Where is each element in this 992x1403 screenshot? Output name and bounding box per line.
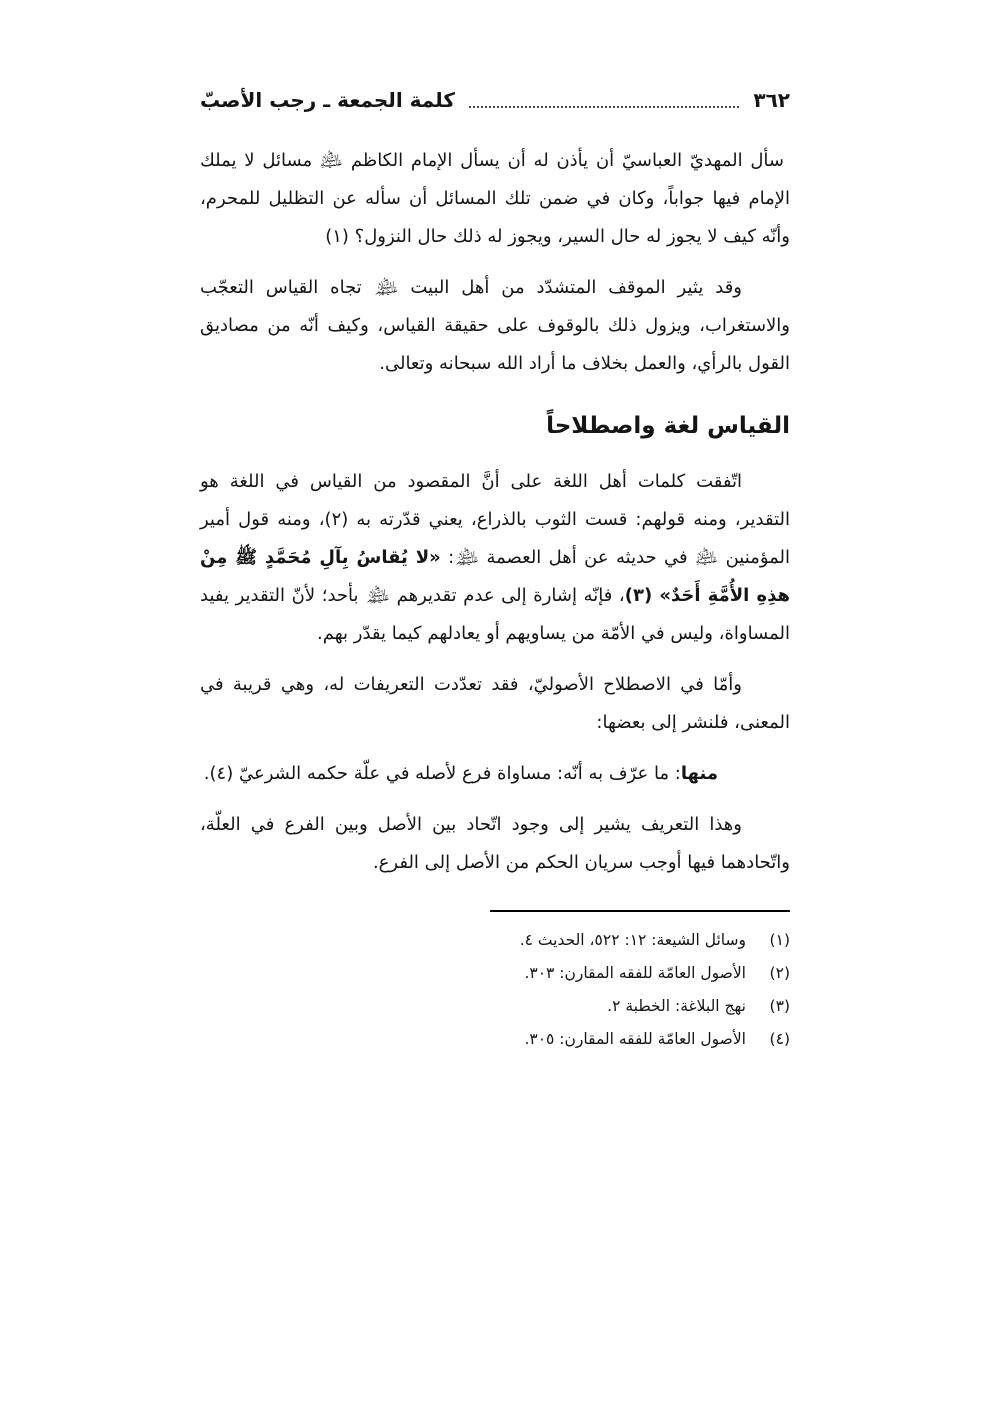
definition-text: : ما عرّف به أنّه: مساواة فرع لأصله في علّة حكمه الشرعيّ (٤). [203, 763, 681, 784]
definition-lead-word: منها [680, 763, 718, 784]
footnote-text: وسائل الشيعة: ١٢: ٥٢٢، الحديث ٤. [519, 931, 746, 949]
hadith-quote: «لا يُقاسُ بِآلِ مُحَمَّدٍ ﷺ مِنْ هذِهِ الأُمَّةِ أَحَدٌ» (٣) [200, 547, 790, 606]
paragraph-qiyas-language [200, 463, 790, 653]
paragraph-strict-stance: وقد يثير الموقف المتشدّد من أهل البيت ﵈ تجاه القياس التعجّب والاستغراب، ويزول ذلك بالوقوف على حقيقة القياس، وكيف أنّه من مصاديق القول بالرأي، والعمل بخلاف ما أراد الله سبحانه وتعالى. [200, 277, 790, 374]
page-body [200, 142, 790, 882]
paragraph-mahdi-question: سأل المهديّ العباسيّ أن يأذن له أن يسأل الإمام الكاظم ﵇ مسائل لا يملك الإمام فيها جواباً، وكان في ضمن تلك المسائل أن سأله عن التظليل للمحرم، وأنّه كيف لا يجوز له حال السير، ويجوز له ذلك حال النزول؟ (١) [200, 150, 790, 247]
footnote-separator-rule [490, 910, 790, 912]
footnote-text: الأصول العامّة للفقه المقارن: ٣٠٣. [524, 964, 746, 982]
paragraph-definition [200, 755, 790, 793]
header-book-title: كلمة الجمعة ـ رجب الأصبّ [200, 88, 455, 112]
footnote-marker: (٤) [769, 1030, 790, 1048]
footnote-marker: (١) [769, 931, 790, 949]
footnote-text: نهج البلاغة: الخطبة ٢. [607, 997, 746, 1015]
paragraph-istilah-intro: وأمّا في الاصطلاح الأصوليّ، فقد تعدّدت التعريفات له، وهي قريبة في المعنى، فلنشر إلى بعضها: [200, 674, 790, 733]
footnote-text: الأصول العامّة للفقه المقارن: ٣٠٥. [524, 1030, 746, 1048]
footnote-marker: (٣) [769, 997, 790, 1015]
qiyas-language-outro: ، فإنّه إشارة إلى عدم تقديرهم ﵈ بأحد؛ لأنّ التقدير يفيد المساواة، وليس في الأمّة من يساويهم أو يعادلهم كيما يقدّر بهم. [200, 585, 790, 644]
footnote-item [200, 990, 790, 1023]
footnote-item [200, 1023, 790, 1056]
section-heading-qiyas: القياس لغة واصطلاحاً [546, 413, 790, 439]
page-number: ٣٦٢ [753, 88, 790, 112]
footnotes-section [200, 910, 790, 1056]
paragraph-definition-explanation: وهذا التعريف يشير إلى وجود اتّحاد بين الأصل وبين الفرع في العلّة، واتّحادهما فيها أوجب سريان الحكم من الأصل إلى الفرع. [200, 814, 790, 873]
footnote-marker: (٢) [769, 964, 790, 982]
footnote-item [200, 924, 790, 957]
qiyas-language-intro: اتّفقت كلمات أهل اللغة على أنَّ المقصود من القياس في اللغة هو التقدير، ومنه قولهم: قست الثوب بالذراع، يعني قدّرته به (٢)، ومنه قول أمير المؤمنين ﵇ في حديثه عن أهل العصمة ﵈: [200, 471, 791, 568]
footnote-item [200, 957, 790, 990]
header-dotted-leader [469, 93, 739, 108]
running-header [200, 88, 790, 112]
